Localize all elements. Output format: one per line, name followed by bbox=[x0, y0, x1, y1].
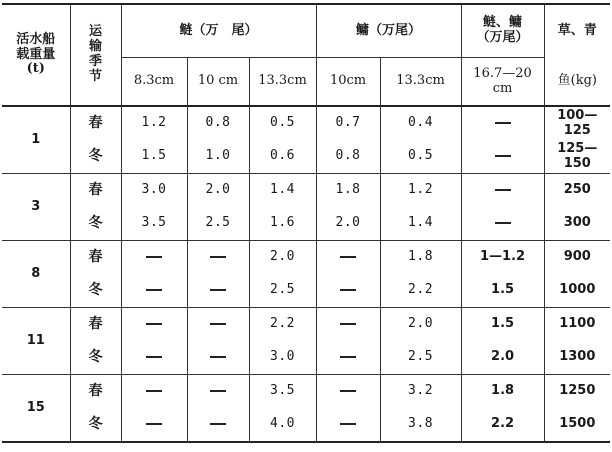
dash-mark bbox=[495, 189, 511, 191]
table-row bbox=[2, 106, 610, 140]
value-cell: 0.4 bbox=[380, 106, 461, 140]
value-cell: 3.5 bbox=[249, 375, 316, 409]
value-cell: 250 bbox=[544, 174, 610, 208]
dash-mark bbox=[340, 356, 356, 358]
dash-mark bbox=[340, 390, 356, 392]
empty-dash-cell bbox=[121, 375, 187, 409]
value-cell: 0.7 bbox=[316, 106, 380, 140]
table-row bbox=[2, 408, 610, 442]
value-cell: 0.8 bbox=[316, 140, 380, 174]
value-cell: 2.0 bbox=[249, 241, 316, 275]
table-row bbox=[2, 308, 610, 342]
dash-mark bbox=[340, 423, 356, 425]
dash-mark bbox=[146, 390, 162, 392]
dash-mark bbox=[210, 323, 226, 325]
value-cell: 3.5 bbox=[121, 207, 187, 241]
season-cell: 冬 bbox=[70, 207, 121, 241]
table-row bbox=[2, 140, 610, 174]
dash-mark bbox=[146, 356, 162, 358]
season-cell: 冬 bbox=[70, 408, 121, 442]
header-season-char-2: 输 bbox=[88, 39, 102, 55]
season-cell: 春 bbox=[70, 308, 121, 342]
load-capacity-cell: 15 bbox=[2, 375, 70, 443]
value-cell: 125—150 bbox=[557, 140, 598, 171]
value-cell: 1.6 bbox=[249, 207, 316, 241]
dash-mark bbox=[495, 222, 511, 224]
empty-dash-cell bbox=[316, 375, 380, 409]
value-cell: 2.5 bbox=[380, 341, 461, 375]
table-body bbox=[2, 106, 610, 442]
value-cell: 2.5 bbox=[187, 207, 249, 241]
empty-dash-cell bbox=[187, 375, 249, 409]
value-cell: 1.8 bbox=[461, 375, 544, 409]
value-cell: 1.5 bbox=[121, 140, 187, 174]
header-mixed-size: 16.7—20 cm bbox=[461, 58, 544, 107]
value-cell: 1.5 bbox=[461, 308, 544, 342]
fish-transport-table-frame bbox=[2, 3, 610, 443]
header-mixed-line-2: （万尾） bbox=[476, 30, 529, 45]
value-cell: 2.0 bbox=[461, 341, 544, 375]
dash-mark bbox=[210, 256, 226, 258]
empty-dash-cell bbox=[187, 341, 249, 375]
season-cell: 冬 bbox=[70, 341, 121, 375]
dash-mark bbox=[210, 289, 226, 291]
dash-mark bbox=[146, 256, 162, 258]
value-cell: 3.0 bbox=[249, 341, 316, 375]
empty-dash-cell bbox=[461, 174, 544, 208]
dash-mark bbox=[146, 423, 162, 425]
empty-dash-cell bbox=[121, 308, 187, 342]
value-cell: 1.0 bbox=[187, 140, 249, 174]
header-bighead-10cm: 10cm bbox=[316, 58, 380, 107]
value-cell: 1100 bbox=[544, 308, 610, 342]
dash-mark bbox=[210, 423, 226, 425]
value-cell: 1500 bbox=[544, 408, 610, 442]
header-silver-carp-group: 鲢（万 尾） bbox=[121, 4, 316, 58]
empty-dash-cell bbox=[121, 408, 187, 442]
season-cell: 春 bbox=[70, 174, 121, 208]
empty-dash-cell bbox=[316, 341, 380, 375]
table-row bbox=[2, 274, 610, 308]
value-cell: 2.2 bbox=[461, 408, 544, 442]
dash-mark bbox=[210, 356, 226, 358]
value-cell: 0.5 bbox=[380, 140, 461, 174]
value-cell: 900 bbox=[544, 241, 610, 275]
header-season-char-3: 季 bbox=[88, 54, 102, 69]
dash-mark bbox=[146, 323, 162, 325]
empty-dash-cell bbox=[187, 274, 249, 308]
season-cell: 春 bbox=[70, 106, 121, 140]
header-load-unit: (t) bbox=[26, 61, 45, 77]
header-size-10cm: 10 cm bbox=[187, 58, 249, 107]
value-cell: 2.0 bbox=[380, 308, 461, 342]
empty-dash-cell bbox=[461, 106, 544, 140]
value-cell: 300 bbox=[563, 215, 591, 231]
value-cell: 1.2 bbox=[380, 174, 461, 208]
dash-mark bbox=[495, 155, 511, 157]
dash-mark bbox=[340, 323, 356, 325]
load-capacity-cell: 1 bbox=[2, 106, 70, 174]
load-capacity-cell: 3 bbox=[2, 174, 70, 241]
value-cell: 2.5 bbox=[249, 274, 316, 308]
value-cell: 4.0 bbox=[249, 408, 316, 442]
season-cell: 春 bbox=[70, 375, 121, 409]
header-mixed-group bbox=[461, 4, 544, 58]
season-cell: 春 bbox=[70, 241, 121, 275]
value-cell: 2.0 bbox=[187, 174, 249, 208]
fish-transport-table bbox=[2, 3, 610, 443]
empty-dash-cell bbox=[461, 140, 544, 174]
value-cell: 1.2 bbox=[121, 106, 187, 140]
value-cell: 1000 bbox=[559, 282, 596, 298]
header-load-capacity bbox=[2, 4, 70, 106]
dash-mark bbox=[146, 289, 162, 291]
value-cell: 3.0 bbox=[121, 174, 187, 208]
header-mixed-line-1: 鲢、鳙 bbox=[483, 15, 523, 31]
header-load-line-2: 载重量 bbox=[16, 46, 56, 62]
dash-mark bbox=[210, 390, 226, 392]
empty-dash-cell bbox=[316, 274, 380, 308]
value-cell: 1.4 bbox=[380, 207, 461, 241]
header-season-char-4: 节 bbox=[88, 68, 102, 84]
header-bighead-13-3cm: 13.3cm bbox=[380, 58, 461, 107]
value-cell: 1.5 bbox=[461, 274, 544, 308]
header-load-line-1: 活水船 bbox=[16, 31, 56, 47]
empty-dash-cell bbox=[461, 207, 544, 241]
value-cell: 2.0 bbox=[316, 207, 380, 241]
value-cell: 1—1.2 bbox=[461, 241, 544, 275]
dash-mark bbox=[340, 256, 356, 258]
empty-dash-cell bbox=[121, 341, 187, 375]
header-size-13-3cm: 13.3cm bbox=[249, 58, 316, 107]
load-capacity-cell: 11 bbox=[2, 308, 70, 375]
header-season-char-1: 运 bbox=[88, 24, 102, 40]
header-grass-black-carp-top bbox=[544, 4, 610, 58]
value-cell: 0.5 bbox=[249, 106, 316, 140]
empty-dash-cell bbox=[187, 241, 249, 275]
load-capacity-cell: 8 bbox=[2, 241, 70, 308]
value-cell: 1.4 bbox=[249, 174, 316, 208]
dash-mark bbox=[495, 122, 511, 124]
table-row bbox=[2, 174, 610, 208]
value-cell: 3.8 bbox=[380, 408, 461, 442]
table-row bbox=[2, 241, 610, 275]
season-cell: 冬 bbox=[70, 140, 121, 174]
value-cell: 1.8 bbox=[380, 241, 461, 275]
empty-dash-cell bbox=[187, 408, 249, 442]
value-cell: 2.2 bbox=[380, 274, 461, 308]
header-transport-season bbox=[70, 4, 121, 106]
value-cell: 3.2 bbox=[380, 375, 461, 409]
value-cell: 1300 bbox=[559, 349, 596, 365]
empty-dash-cell bbox=[316, 408, 380, 442]
value-cell: 0.6 bbox=[249, 140, 316, 174]
value-cell: 2.2 bbox=[249, 308, 316, 342]
table-row bbox=[2, 375, 610, 409]
value-cell: 1250 bbox=[544, 375, 610, 409]
header-size-8-3cm: 8.3cm bbox=[121, 58, 187, 107]
empty-dash-cell bbox=[316, 241, 380, 275]
season-cell: 冬 bbox=[70, 274, 121, 308]
table-row bbox=[2, 341, 610, 375]
table-row bbox=[2, 207, 610, 241]
empty-dash-cell bbox=[187, 308, 249, 342]
value-cell: 1.8 bbox=[316, 174, 380, 208]
value-cell: 100—125 bbox=[557, 107, 598, 138]
empty-dash-cell bbox=[121, 274, 187, 308]
empty-dash-cell bbox=[121, 241, 187, 275]
value-cell: 0.8 bbox=[187, 106, 249, 140]
empty-dash-cell bbox=[316, 308, 380, 342]
dash-mark bbox=[340, 289, 356, 291]
header-bighead-group: 鳙（万尾） bbox=[316, 4, 461, 58]
header-grass-unit: 鱼(kg) bbox=[544, 58, 610, 107]
header-grass-line-1: 草、青 bbox=[557, 22, 597, 38]
